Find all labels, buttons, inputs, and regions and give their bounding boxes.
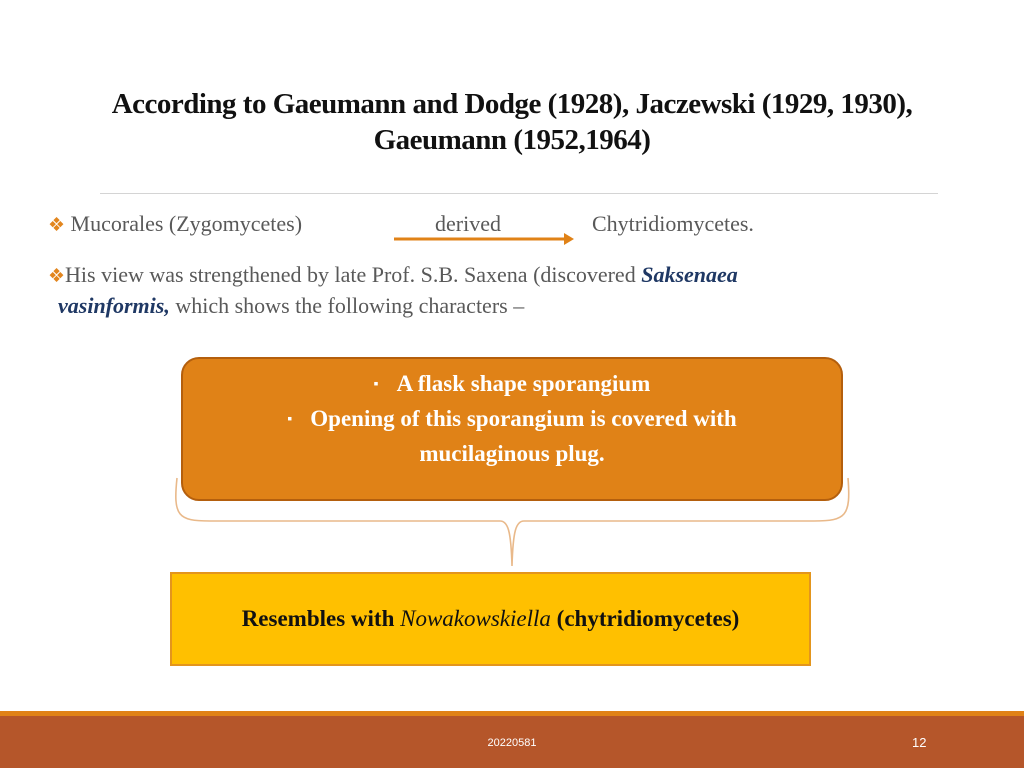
slide-number: 12 (912, 735, 927, 750)
character-item-1 (183, 367, 841, 402)
character-text-1: A flask shape sporangium (396, 371, 651, 396)
character-text-3: mucilaginous plug. (419, 441, 605, 466)
character-item-2-continued (183, 437, 841, 471)
bullet-saxena-continued (58, 290, 524, 322)
curly-brace-icon (170, 476, 855, 568)
diamond-bullet-icon: ❖ (48, 266, 66, 287)
slide-title (20, 86, 1004, 158)
saxena-text: His view was strengthened by late Prof. S.B. Saxena (discovered (65, 262, 642, 287)
resemblance-box (170, 572, 811, 666)
characters-text: which shows the following characters – (169, 293, 525, 318)
bullet-saxena (48, 259, 738, 293)
chytridiomycetes-text: Chytridiomycetes. (592, 211, 754, 236)
square-bullet-icon: ▪ (287, 412, 293, 427)
title-divider (100, 193, 938, 194)
title-line-1: According to Gaeumann and Dodge (1928), Jaczewski (1929, 1930), (111, 88, 913, 120)
derived-label: derived (435, 211, 501, 236)
footer-date: 20220581 (487, 737, 537, 749)
character-item-2 (183, 402, 841, 437)
resembles-suffix: (chytridiomycetes) (550, 606, 740, 631)
species-genus: Saksenaea (641, 262, 738, 287)
derived-arrow-icon (394, 232, 576, 246)
species-epithet: vasinformis, (58, 293, 170, 318)
footer-bar (0, 716, 1024, 768)
character-text-2: Opening of this sporangium is covered with (310, 406, 737, 431)
nowakowskiella-genus: Nowakowskiella (400, 606, 551, 631)
diamond-bullet-icon: ❖ (48, 215, 66, 236)
mucorales-text: Mucorales (Zygomycetes) (70, 211, 303, 236)
resembles-prefix: Resembles with (241, 606, 401, 631)
bullet-mucorales (48, 208, 302, 242)
title-line-2: Gaeumann (1952,1964) (373, 124, 651, 156)
square-bullet-icon: ▪ (373, 377, 379, 392)
